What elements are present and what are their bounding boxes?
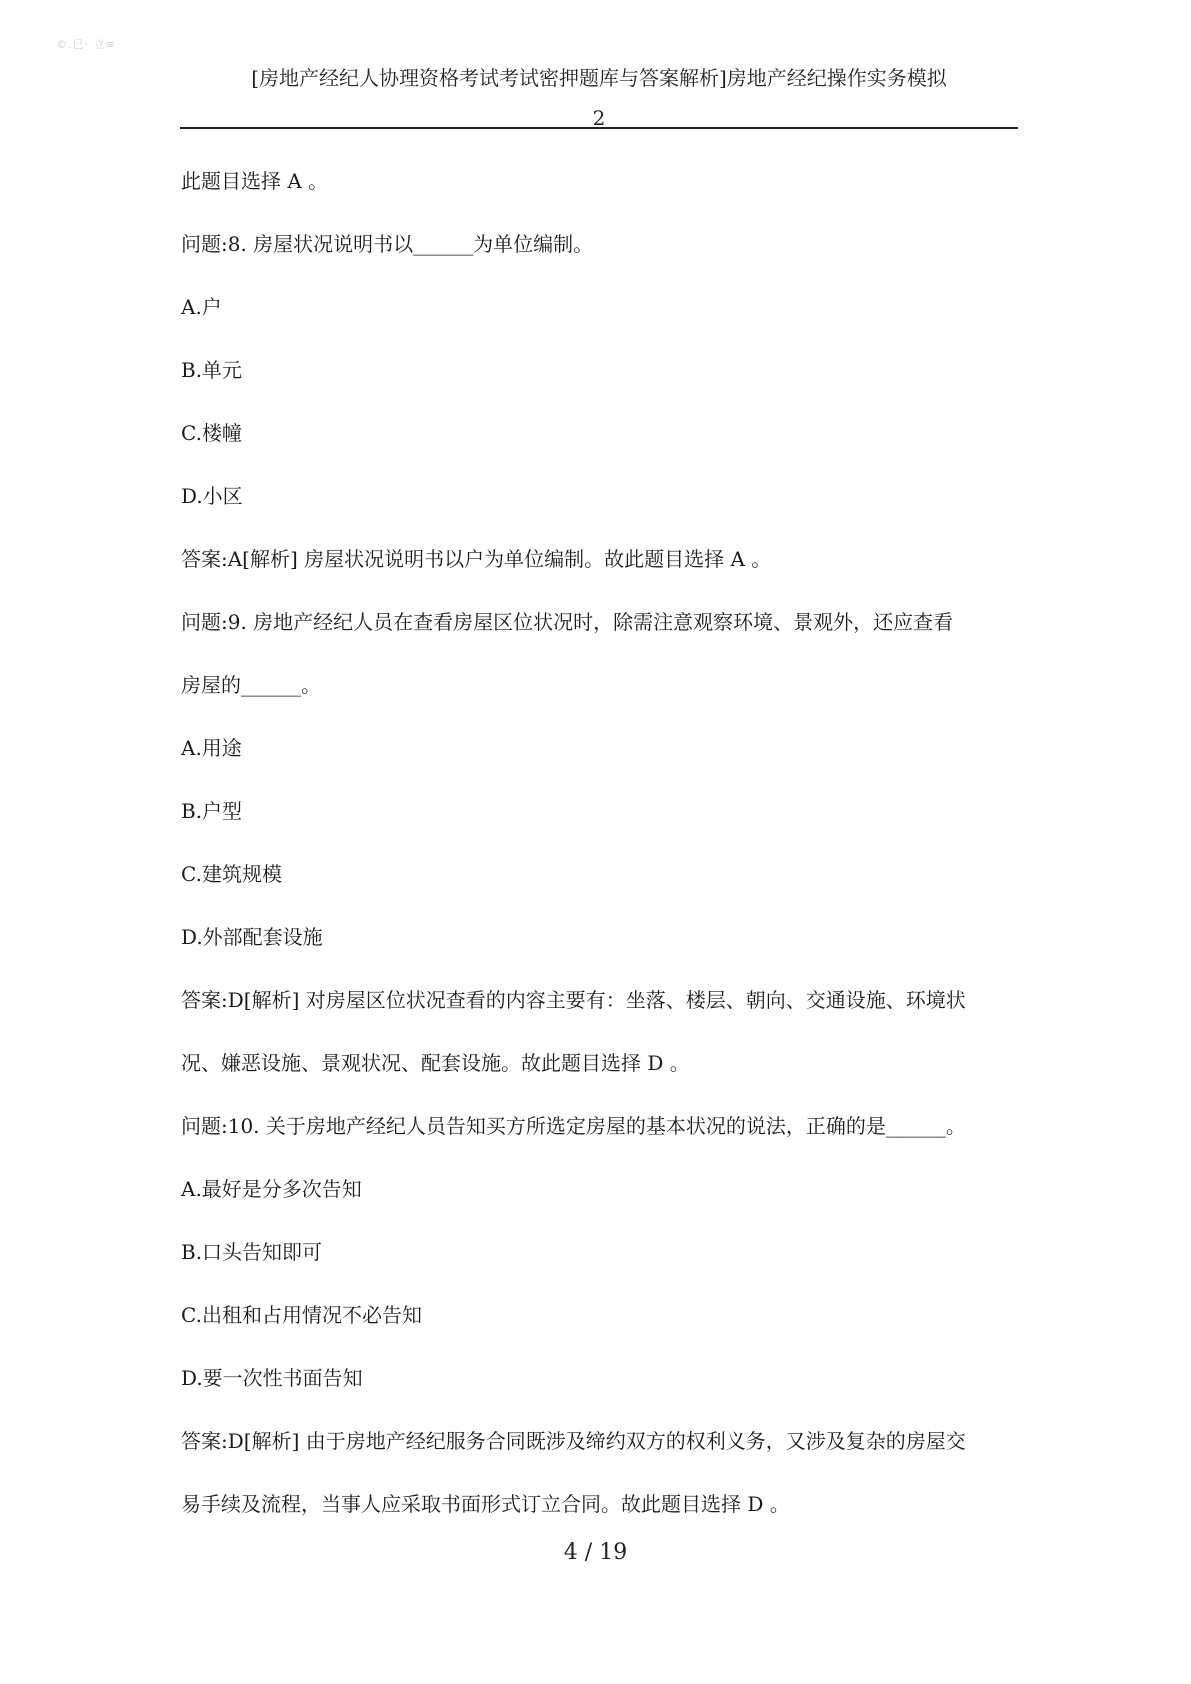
q8-option-d: D.小区: [181, 484, 243, 508]
question-8: 问题:8. 房屋状况说明书以______为单位编制。: [181, 232, 594, 256]
q9-option-b: B.户型: [181, 799, 243, 823]
q9-option-d: D.外部配套设施: [181, 925, 323, 949]
page-header: [180, 58, 1018, 138]
q10-answer-cont: 易手续及流程，当事人应采取书面形式订立合同。故此题目选择 D 。: [181, 1492, 790, 1516]
q10-option-c: C.出租和占用情况不必告知: [181, 1303, 422, 1327]
text-line: 此题目选择 A 。: [181, 169, 329, 193]
page-content: [181, 150, 1021, 1536]
q8-answer: 答案:A[解析] 房屋状况说明书以户为单位编制。故此题目选择 A 。: [181, 547, 772, 571]
question-9-cont: 房屋的______。: [181, 673, 321, 697]
header-title-line-1: [房地产经纪人协理资格考试考试密押题库与答案解析]房地产经纪操作实务模拟: [251, 66, 947, 90]
header-title-line-2: 2: [592, 106, 606, 130]
corner-watermark: ©.巳· 立≡: [56, 38, 116, 51]
q8-option-c: C.楼幢: [181, 421, 242, 445]
q9-option-c: C.建筑规模: [181, 862, 282, 886]
q8-option-a: A.户: [181, 295, 222, 319]
q8-option-b: B.单元: [181, 358, 243, 382]
question-9: 问题:9. 房地产经纪人员在查看房屋区位状况时，除需注意观察环境、景观外，还应查看: [181, 610, 954, 634]
q9-answer: 答案:D[解析] 对房屋区位状况查看的内容主要有：坐落、楼层、朝向、交通设施、环境状: [181, 988, 966, 1012]
q9-option-a: A.用途: [181, 736, 242, 760]
q10-option-a: A.最好是分多次告知: [181, 1177, 362, 1201]
q9-answer-cont: 况、嫌恶设施、景观状况、配套设施。故此题目选择 D 。: [181, 1051, 690, 1075]
q10-answer: 答案:D[解析] 由于房地产经纪服务合同既涉及缔约双方的权利义务，又涉及复杂的房屋交: [181, 1429, 966, 1453]
question-10: 问题:10. 关于房地产经纪人员告知买方所选定房屋的基本状况的说法，正确的是______。: [181, 1114, 966, 1138]
page-number: 4 / 19: [563, 1540, 628, 1565]
q10-option-b: B.口头告知即可: [181, 1240, 323, 1264]
header-divider: [180, 127, 1018, 129]
q10-option-d: D.要一次性书面告知: [181, 1366, 363, 1390]
